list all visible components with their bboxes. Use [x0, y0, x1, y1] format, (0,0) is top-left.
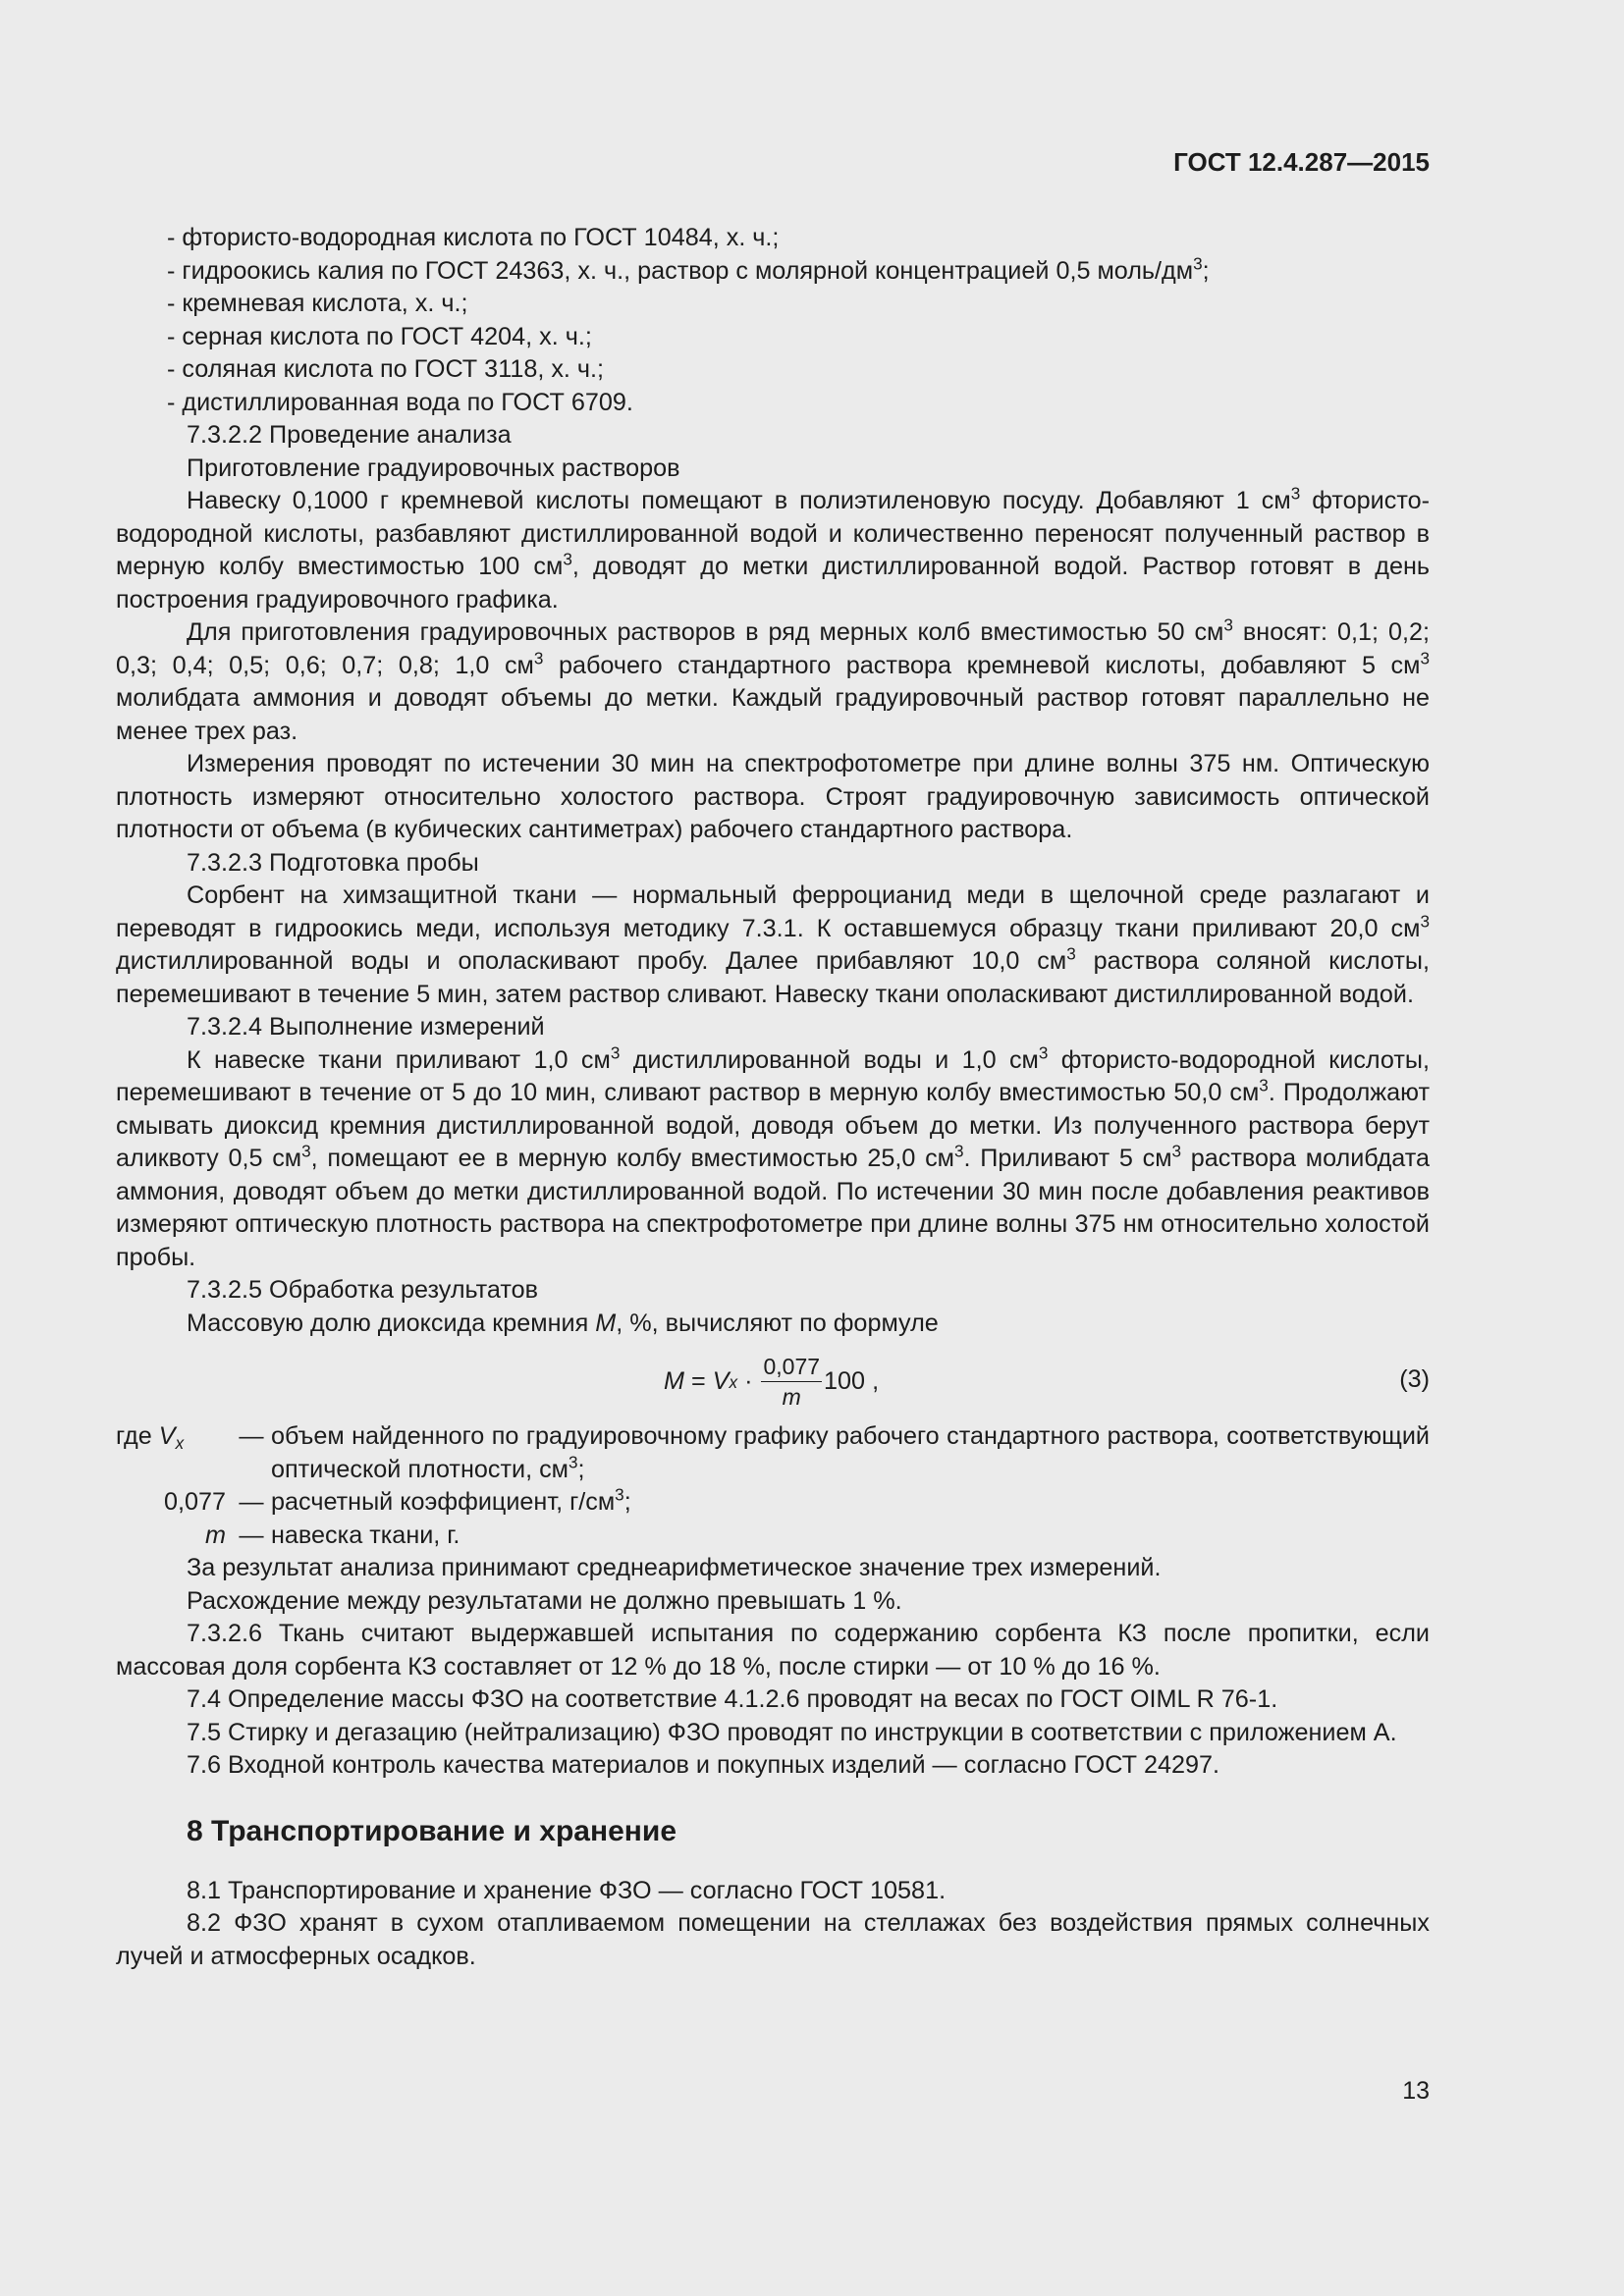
- list-item: - фтористо-водородная кислота по ГОСТ 10484, х. ч.;: [116, 222, 1430, 255]
- list-item: - соляная кислота по ГОСТ 3118, х. ч.;: [116, 353, 1430, 387]
- legend-symbol: m: [205, 1521, 226, 1549]
- paragraph: Расхождение между результатами не должно превышать 1 %.: [187, 1586, 902, 1615]
- clause-7-3-2-6: 7.3.2.6 Ткань считают выдержавшей испытания по содержанию сорбента КЗ после пропитки, если массовая доля сорбента КЗ составляет от 12 % до 18 %, после стирки — от 10 % до 16 %.: [116, 1620, 1430, 1681]
- legend-dash: —: [239, 1488, 264, 1516]
- legend-dash: —: [239, 1521, 264, 1549]
- list-item: - кремневая кислота, х. ч.;: [116, 288, 1430, 321]
- legend-definition: навеска ткани, г.: [271, 1521, 460, 1549]
- section-title-8: 8 Транспортирование и хранение: [187, 1814, 677, 1847]
- paragraph: К навеске ткани приливают 1,0 $см^3$ дистиллированной воды и 1,0 $см^3$ фтористо-водородной кислоты, перемешивают в течение от 5 до 10 мин, сливают раствор в мерную колбу вместимостью 50,0 $см^3$. Продолжают смывать диоксид кремния дистиллированной водой, доводя объем до метки. Из полученного раствора берут аликвоту 0,5 $см^3$, помещают ее в мерную колбу вместимостью 25,0 $см^3$. Приливают 5 $см^3$ раствора молибдата аммония, доводят объем до метки дистиллированной водой. По истечении 30 мин после добавления реактивов измеряют оптическую плотность раствора на спектрофотометре при длине волны 375 нм относительно холостой пробы.: [116, 1042, 1431, 1271]
- formula-legend: [116, 1420, 1430, 1552]
- page-header: ГОСТ 12.4.287—2015: [1173, 147, 1430, 177]
- clause-8-2: 8.2 ФЗО хранят в сухом отапливаемом помещении на стеллажах без воздействия прямых солнечных лучей и атмосферных осадков.: [116, 1909, 1430, 1970]
- legend-definition: расчетный коэффициент, $г/см^3$;: [271, 1484, 631, 1516]
- legend-symbol: где $V_x$: [116, 1422, 185, 1454]
- paragraph: Массовую долю диоксида кремния M, %, вычисляют по формуле: [187, 1308, 939, 1337]
- paragraph: Измерения проводят по истечении 30 мин на спектрофотометре при длине волны 375 нм. Оптическую плотность измеряют относительно холостого раствора. Строят градуировочную зависимость оптической плотности от объема (в кубических сантиметрах) рабочего стандартного раствора.: [116, 750, 1430, 843]
- clause-heading-7-3-2-2: 7.3.2.2 Проведение анализа: [187, 421, 512, 449]
- clause-heading-7-3-2-5: 7.3.2.5 Обработка результатов: [187, 1276, 539, 1304]
- paragraph: Сорбент на химзащитной ткани — нормальный ферроцианид меди в щелочной среде разлагают и переводят в гидроокись меди, используя методику 7.3.1. К оставшемуся образцу ткани приливают 20,0 $см^3$ дистиллированной воды и ополаскивают пробу. Далее прибавляют 10,0 $см^3$ раствора соляной кислоты, перемешивают в течение 5 мин, затем раствор сливают. Навеску ткани ополаскивают дистиллированной водой.: [116, 881, 1431, 1008]
- paragraph: Навеску 0,1000 г кремневой кислоты помещают в полиэтиленовую посуду. Добавляют 1 $см^3$ фтористо-водородной кислоты, разбавляют дистиллированной водой и количественно переносят полученный раствор в мерную колбу вместимостью 100 $см^3$, доводят до метки дистиллированной водой. Раствор готовят в день построения градуировочного графика.: [116, 483, 1430, 614]
- formula-expression: M = V x · $\frac{0,077}{m}$ 100 ,: [664, 1354, 880, 1410]
- page-number: 13: [1402, 2077, 1430, 2105]
- clause-heading-7-3-2-3: 7.3.2.3 Подготовка пробы: [187, 848, 479, 877]
- clause-heading-7-3-2-4: 7.3.2.4 Выполнение измерений: [187, 1013, 545, 1041]
- subheading-calibration: Приготовление градуировочных растворов: [187, 454, 680, 482]
- clause-8-1: 8.1 Транспортирование и хранение ФЗО — согласно ГОСТ 10581.: [187, 1876, 947, 1904]
- paragraph: Для приготовления градуировочных растворов в ряд мерных колб вместимостью 50 $см^3$ вносят: 0,1; 0,2; 0,3; 0,4; 0,5; 0,6; 0,7; 0,8; 1,0 $см^3$ рабочего стандартного раствора кремневой кислоты, добавляют 5 $см^3$ молибдата аммония и доводят объемы до метки. Каждый градуировочный раствор готовят параллельно не менее трех раз.: [116, 614, 1431, 745]
- formula-number: (3): [1399, 1365, 1430, 1393]
- formula-3: [116, 1344, 1430, 1418]
- formula-fraction: $\frac{0,077}{m}$: [763, 1354, 821, 1410]
- list-item: - серная кислота по ГОСТ 4204, х. ч.;: [116, 321, 1430, 354]
- legend-symbol: 0,077: [163, 1488, 226, 1516]
- clause-7-4: 7.4 Определение массы ФЗО на соответствие 4.1.2.6 проводят на весах по ГОСТ OIML R 76-1.: [187, 1685, 1278, 1713]
- clause-7-6: 7.6 Входной контроль качества материалов и покупных изделий — согласно ГОСТ 24297.: [187, 1751, 1220, 1779]
- list-item: - дистиллированная вода по ГОСТ 6709.: [116, 387, 1430, 420]
- list-item: - гидроокись калия по ГОСТ 24363, х. ч., раствор с молярной концентрацией 0,5 моль/$дм^3$;: [116, 255, 1430, 289]
- document-body: [116, 222, 1430, 1973]
- clause-7-5: 7.5 Стирку и дегазацию (нейтрализацию) ФЗО проводят по инструкции в соответствии с приложением А.: [187, 1718, 1397, 1746]
- paragraph: За результат анализа принимают среднеарифметическое значение трех измерений.: [187, 1554, 1162, 1581]
- legend-dash: —: [239, 1422, 264, 1450]
- reagent-list: [116, 222, 1430, 419]
- legend-definition: объем найденного по градуировочному графику рабочего стандартного раствора, соответствующий оптической плотности, $см^3$;: [271, 1422, 1430, 1483]
